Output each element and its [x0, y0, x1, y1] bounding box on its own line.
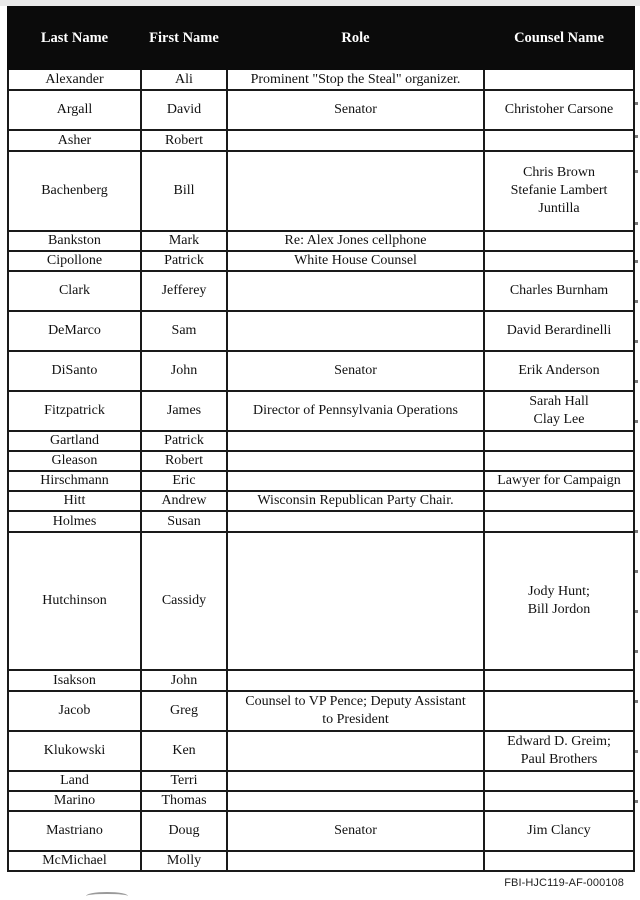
- table-row: [8, 391, 634, 431]
- cell-counsel-name: [484, 351, 634, 391]
- cell-last-name: McMichael: [8, 851, 141, 871]
- cell-role: [227, 771, 484, 791]
- cell-role: [227, 251, 484, 271]
- cell-counsel-name-line: Paul Brothers: [520, 752, 598, 767]
- cell-first-name: James: [141, 391, 227, 431]
- cell-role: [227, 511, 484, 532]
- cell-counsel-name: [484, 811, 634, 851]
- table-row: [8, 311, 634, 351]
- cell-first-name: Andrew: [141, 491, 227, 511]
- cell-role-line: White House Counsel: [294, 253, 417, 268]
- witness-counsel-table: [7, 6, 635, 872]
- table-row: [8, 69, 634, 90]
- cell-counsel-name: [484, 471, 634, 491]
- cell-last-name: Argall: [8, 90, 141, 130]
- cell-role-line: Senator: [334, 102, 377, 117]
- cell-counsel-name: [484, 491, 634, 511]
- cell-role-line: Senator: [334, 363, 377, 378]
- cell-counsel-name-line: Jim Clancy: [527, 823, 591, 838]
- cell-role: [227, 491, 484, 511]
- cell-role: [227, 231, 484, 251]
- cell-role: [227, 351, 484, 391]
- cell-counsel-name: [484, 311, 634, 351]
- cell-role-line: Senator: [334, 823, 377, 838]
- cell-counsel-name-line: David Berardinelli: [506, 323, 612, 338]
- cell-counsel-name: [484, 691, 634, 731]
- cell-counsel-name: [484, 771, 634, 791]
- cell-first-name: John: [141, 670, 227, 691]
- cell-counsel-name: [484, 532, 634, 670]
- cell-counsel-name-line: Christoher Carsone: [504, 102, 614, 117]
- cell-counsel-name: [484, 130, 634, 151]
- cell-first-name: Susan: [141, 511, 227, 532]
- table-row: [8, 511, 634, 532]
- header-counsel-name: Counsel Name: [484, 7, 634, 69]
- cell-role: [227, 130, 484, 151]
- cell-role: [227, 851, 484, 871]
- cell-first-name: Patrick: [141, 251, 227, 271]
- cell-last-name: Hirschmann: [8, 471, 141, 491]
- cell-role-line: Prominent "Stop the Steal" organizer.: [250, 71, 461, 87]
- adjacent-page-edge: [634, 90, 640, 850]
- header-first-name: First Name: [141, 7, 227, 69]
- table-header-row: [8, 7, 634, 69]
- cell-counsel-name: [484, 451, 634, 471]
- cell-counsel-name: [484, 391, 634, 431]
- cell-counsel-name: [484, 511, 634, 532]
- cell-role: [227, 69, 484, 90]
- table-row: [8, 771, 634, 791]
- table-row: [8, 451, 634, 471]
- table-row: [8, 731, 634, 771]
- cell-last-name: Clark: [8, 271, 141, 311]
- cell-first-name: Doug: [141, 811, 227, 851]
- cell-counsel-name-line: Clay Lee: [533, 412, 585, 427]
- cell-counsel-name-line: Stefanie Lambert: [510, 183, 608, 198]
- header-last-name: Last Name: [8, 7, 141, 69]
- cell-role: [227, 90, 484, 130]
- table-row: [8, 851, 634, 871]
- cell-first-name: Ken: [141, 731, 227, 771]
- cell-role: [227, 532, 484, 670]
- cell-first-name: Ali: [141, 69, 227, 90]
- cell-last-name: Hitt: [8, 491, 141, 511]
- cell-last-name: Marino: [8, 791, 141, 811]
- table-row: [8, 351, 634, 391]
- table-body: [8, 69, 634, 871]
- cell-last-name: Gartland: [8, 431, 141, 451]
- cell-role: [227, 670, 484, 691]
- cell-counsel-name: [484, 151, 634, 231]
- header-role: Role: [227, 7, 484, 69]
- cell-first-name: Patrick: [141, 431, 227, 451]
- cell-last-name: Gleason: [8, 451, 141, 471]
- cell-last-name: Land: [8, 771, 141, 791]
- cell-last-name: Jacob: [8, 691, 141, 731]
- cell-first-name: Jefferey: [141, 271, 227, 311]
- cell-first-name: Robert: [141, 130, 227, 151]
- table-row: [8, 251, 634, 271]
- cell-first-name: Robert: [141, 451, 227, 471]
- cell-role: [227, 431, 484, 451]
- table-row: [8, 151, 634, 231]
- cell-first-name: Sam: [141, 311, 227, 351]
- cell-last-name: Bankston: [8, 231, 141, 251]
- cell-counsel-name: [484, 90, 634, 130]
- cell-counsel-name-line: Erik Anderson: [518, 363, 600, 378]
- cell-role-line: to President: [322, 712, 389, 727]
- table-row: [8, 231, 634, 251]
- cell-last-name: Isakson: [8, 670, 141, 691]
- cell-role-line: Wisconsin Republican Party Chair.: [257, 493, 454, 508]
- cell-counsel-name: [484, 251, 634, 271]
- cell-counsel-name-line: Lawyer for Campaign: [497, 473, 621, 488]
- cell-role: [227, 791, 484, 811]
- cell-role: [227, 391, 484, 431]
- table-row: [8, 431, 634, 451]
- cell-first-name: Greg: [141, 691, 227, 731]
- cell-role: [227, 451, 484, 471]
- cell-counsel-name: [484, 431, 634, 451]
- cell-first-name: Cassidy: [141, 532, 227, 670]
- cell-counsel-name-line: Bill Jordon: [527, 602, 591, 617]
- cell-first-name: Mark: [141, 231, 227, 251]
- cell-counsel-name-line: Sarah Hall: [529, 394, 589, 409]
- cell-last-name: Hutchinson: [8, 532, 141, 670]
- table-row: [8, 491, 634, 511]
- cell-last-name: Alexander: [8, 69, 141, 90]
- cell-first-name: David: [141, 90, 227, 130]
- cell-first-name: Terri: [141, 771, 227, 791]
- table-row: [8, 811, 634, 851]
- cell-counsel-name: [484, 670, 634, 691]
- table-row: [8, 532, 634, 670]
- table-row: [8, 90, 634, 130]
- cell-last-name: DiSanto: [8, 351, 141, 391]
- cell-counsel-name-line: Juntilla: [538, 201, 580, 216]
- cell-first-name: Eric: [141, 471, 227, 491]
- cell-last-name: Klukowski: [8, 731, 141, 771]
- cell-role: [227, 731, 484, 771]
- cell-role: [227, 151, 484, 231]
- cell-counsel-name-line: Edward D. Greim;: [507, 734, 611, 749]
- table-row: [8, 271, 634, 311]
- cell-counsel-name: [484, 731, 634, 771]
- cell-last-name: Bachenberg: [8, 151, 141, 231]
- cell-role: [227, 271, 484, 311]
- cut-off-page-mark: [86, 892, 128, 900]
- cell-last-name: Mastriano: [8, 811, 141, 851]
- cell-role: [227, 311, 484, 351]
- cell-counsel-name-line: Jody Hunt;: [528, 584, 590, 599]
- cell-last-name: DeMarco: [8, 311, 141, 351]
- table-row: [8, 791, 634, 811]
- cell-counsel-name: [484, 851, 634, 871]
- document-id: FBI-HJC119-AF-000108: [504, 877, 624, 889]
- cell-role: [227, 811, 484, 851]
- cell-role-line: Re: Alex Jones cellphone: [284, 233, 427, 248]
- cell-first-name: John: [141, 351, 227, 391]
- table-row: [8, 471, 634, 491]
- table-row: [8, 670, 634, 691]
- cell-role-line: Counsel to VP Pence; Deputy Assistant: [245, 694, 466, 709]
- cell-last-name: Fitzpatrick: [8, 391, 141, 431]
- cell-counsel-name: [484, 69, 634, 90]
- table-row: [8, 691, 634, 731]
- cell-counsel-name: [484, 231, 634, 251]
- cell-counsel-name: [484, 791, 634, 811]
- cell-last-name: Holmes: [8, 511, 141, 532]
- cell-first-name: Molly: [141, 851, 227, 871]
- cell-role: [227, 691, 484, 731]
- table-row: [8, 130, 634, 151]
- cell-counsel-name-line: Charles Burnham: [509, 283, 609, 298]
- cell-role: [227, 471, 484, 491]
- cell-first-name: Thomas: [141, 791, 227, 811]
- cell-role-line: Director of Pennsylvania Operations: [253, 403, 458, 418]
- cell-last-name: Cipollone: [8, 251, 141, 271]
- cell-last-name: Asher: [8, 130, 141, 151]
- cell-counsel-name-line: Chris Brown: [523, 165, 595, 180]
- cell-first-name: Bill: [141, 151, 227, 231]
- cell-counsel-name: [484, 271, 634, 311]
